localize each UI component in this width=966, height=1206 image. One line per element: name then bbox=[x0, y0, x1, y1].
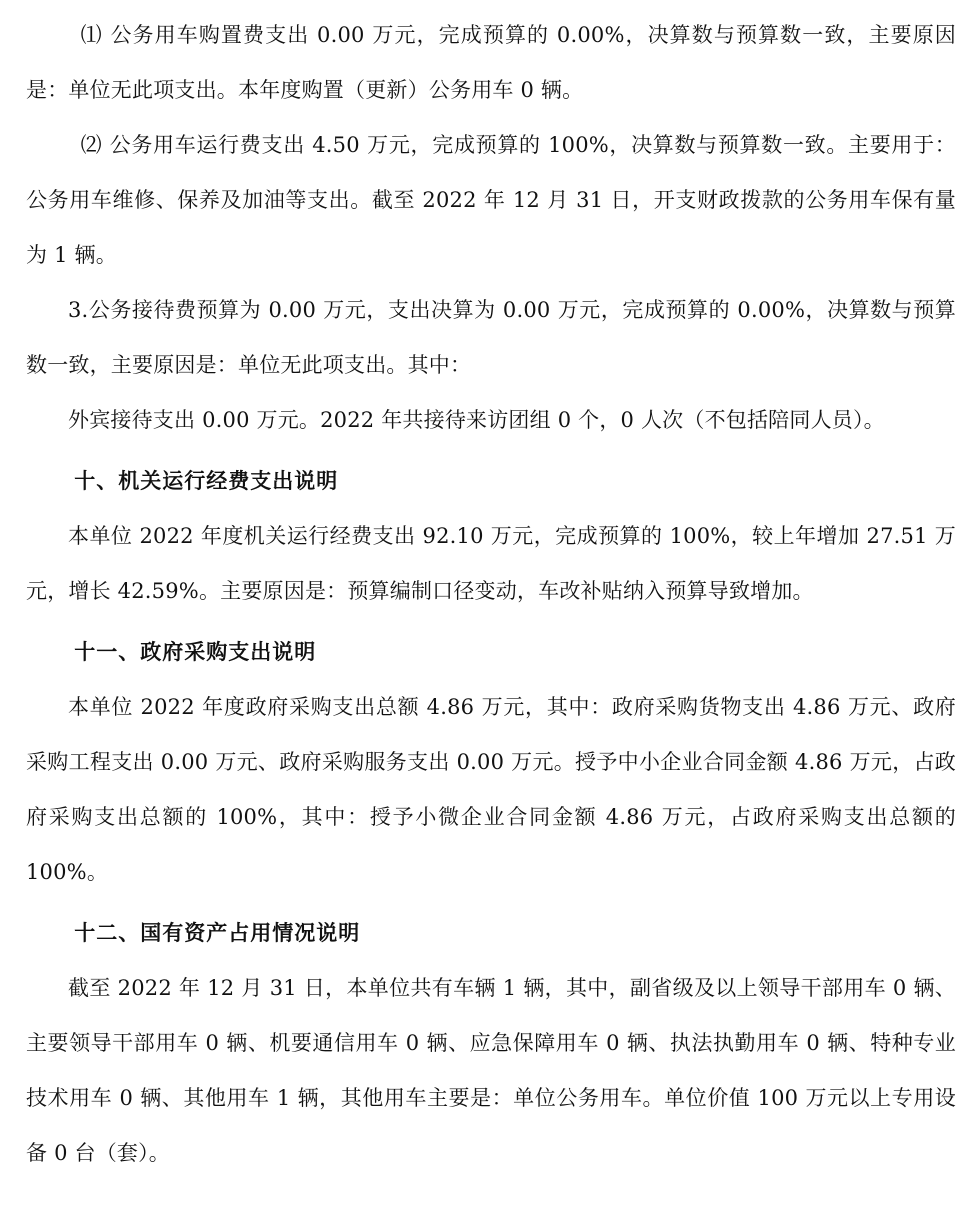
paragraph-procurement: 本单位 2022 年度政府采购支出总额 4.86 万元，其中：政府采购货物支出 4.86 万元、政府采购工程支出 0.00 万元、政府采购服务支出 0.00 万元。授予中小企业合同金额 4.86 万元，占政府采购支出总额的 100%，其中：授予小微企业合同金额 4.86 万元，占政府采购支出总额的 100%。 bbox=[26, 695, 956, 884]
paragraph-state-assets: 截至 2022 年 12 月 31 日，本单位共有车辆 1 辆，其中，副省级及以上领导干部用车 0 辆、主要领导干部用车 0 辆、机要通信用车 0 辆、应急保障用车 0 辆、执法执勤用车 0 辆、特种专业技术用车 0 辆、其他用车 1 辆，其他用车主要是：单位公务用车。单位价值 100 万元以上专用设备 0 台（套）。 bbox=[26, 976, 956, 1165]
paragraph-vehicle-purchase: ⑴ 公务用车购置费支出 0.00 万元，完成预算的 0.00%，决算数与预算数一致，主要原因是：单位无此项支出。本年度购置（更新）公务用车 0 辆。 bbox=[26, 23, 956, 102]
section-heading-operating-expenses: 十、机关运行经费支出说明 bbox=[74, 469, 339, 493]
paragraph-reception-budget: 3.公务接待费预算为 0.00 万元，支出决算为 0.00 万元，完成预算的 0.00%，决算数与预算数一致，主要原因是：单位无此项支出。其中： bbox=[26, 298, 956, 377]
section-heading-procurement: 十一、政府采购支出说明 bbox=[74, 640, 317, 664]
paragraph-vehicle-operation: ⑵ 公务用车运行费支出 4.50 万元，完成预算的 100%，决算数与预算数一致。主要用于：公务用车维修、保养及加油等支出。截至 2022 年 12 月 31 日，开支财政拨款的公务用车保有量为 1 辆。 bbox=[26, 133, 956, 267]
paragraph-operating-expenses: 本单位 2022 年度机关运行经费支出 92.10 万元，完成预算的 100%，较上年增加 27.51 万元，增长 42.59%。主要原因是：预算编制口径变动，车改补贴纳入预算导致增加。 bbox=[26, 524, 956, 603]
section-heading-state-assets: 十二、国有资产占用情况说明 bbox=[74, 921, 361, 945]
paragraph-foreign-reception: 外宾接待支出 0.00 万元。2022 年共接待来访团组 0 个，0 人次（不包括陪同人员）。 bbox=[68, 408, 885, 432]
